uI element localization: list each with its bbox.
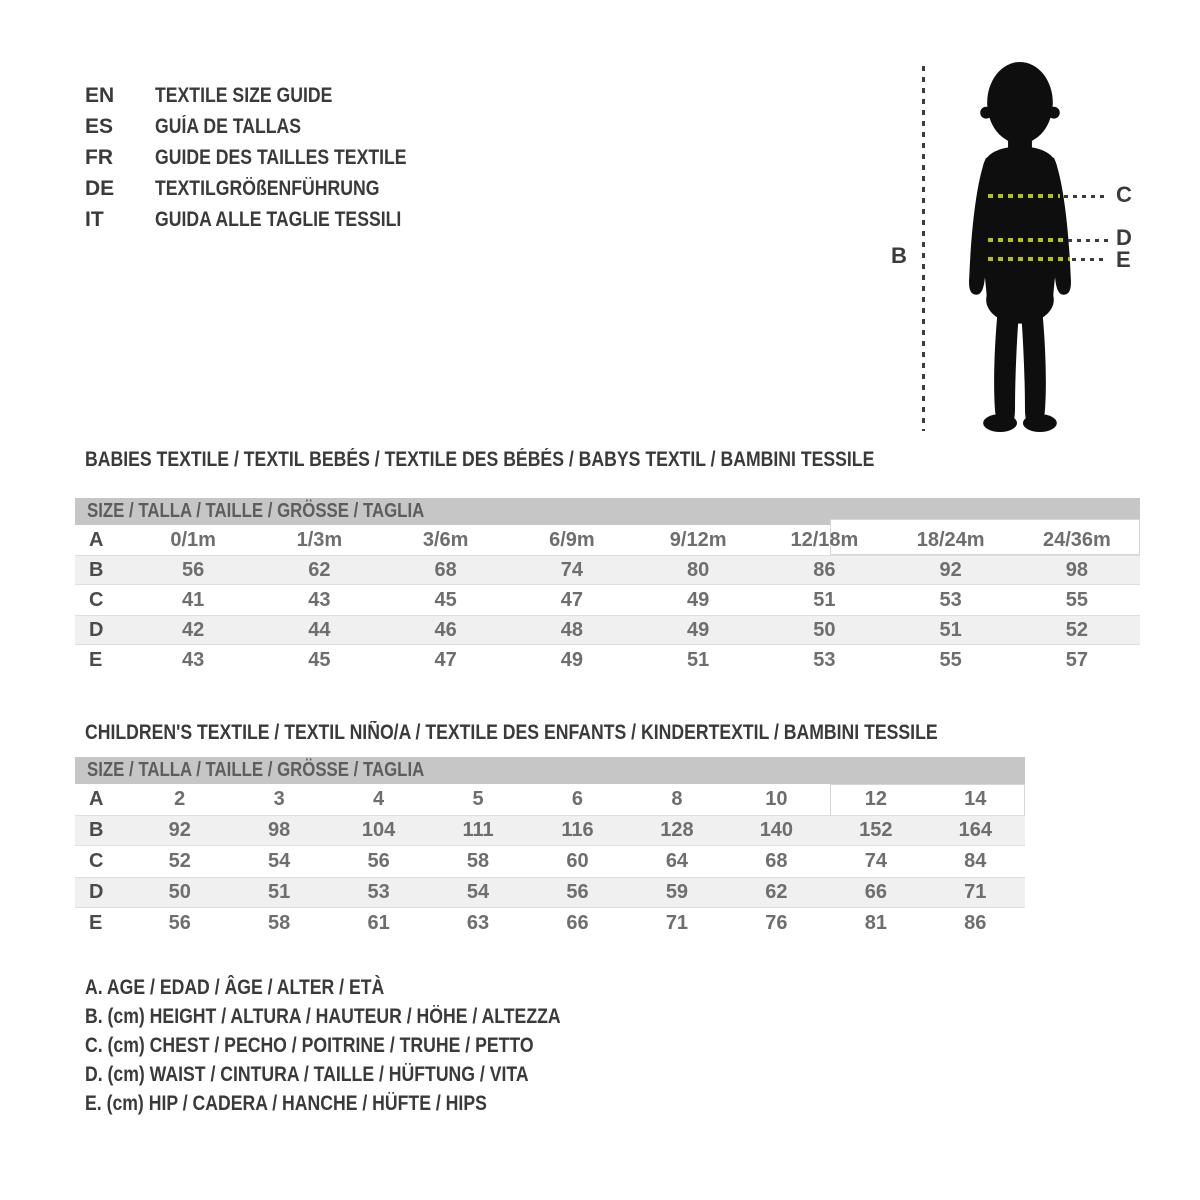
size-table-header-text: SIZE / TALLA / TAILLE / GRÖSSE / TAGLIA [87,759,425,781]
row-label: B [89,558,104,581]
table-cell: 8 [671,788,683,810]
table-cell: 51 [268,881,291,903]
lang-code: IT [85,207,104,231]
waist-measure-dashes [988,238,1064,242]
table-cell: 74 [560,558,583,581]
table-cell: 80 [687,558,710,581]
table-cell: 116 [561,819,594,841]
table-cell: 43 [182,648,205,671]
table-cell: 68 [434,558,457,581]
table-cell: 86 [813,558,836,581]
lang-title: TEXTILE SIZE GUIDE [155,83,333,107]
table-cell: 55 [1065,588,1088,611]
row-label: D [89,881,104,903]
table-cell: 49 [560,648,583,671]
table-cell: 92 [168,819,191,841]
height-measure-dashed-line [922,66,925,431]
table-cell: 51 [813,588,836,611]
table-row-E [75,908,1025,939]
table-cell: 48 [560,618,583,641]
table-cell: 50 [813,618,836,641]
table-cell: 64 [665,850,689,872]
waist-leader-dots [1068,239,1108,242]
lang-row-it [85,204,454,235]
table-row-C [75,585,1140,615]
table-cell: 1/3m [296,528,343,551]
table-cell: 42 [182,618,205,641]
legend-age: A. AGE / EDAD / ÂGE / ALTER / ETÀ [85,976,385,999]
table-cell: 44 [308,618,331,641]
table-cell: 128 [660,819,694,841]
row-label: C [89,850,104,872]
table-cell: 76 [765,912,788,934]
table-cell: 14 [964,788,987,810]
table-cell: 57 [1065,648,1088,671]
table-row-B [75,815,1025,846]
table-row-C [75,846,1025,877]
table-cell: 60 [566,850,589,872]
table-cell: 104 [361,819,396,841]
table-row-B [75,555,1140,585]
table-cell: 49 [687,588,710,611]
table-cell: 56 [182,558,205,581]
table-cell: 47 [434,648,457,671]
table-cell: 74 [864,850,887,872]
table-cell: 51 [687,648,710,671]
table-cell: 6/9m [549,528,595,551]
table-cell: 4 [373,788,385,810]
table-cell: 98 [1065,558,1088,581]
table-row-A [75,784,1025,815]
table-cell: 43 [308,588,331,611]
lang-title: GUIDE DES TAILLES TEXTILE [155,145,407,169]
table-cell: 45 [434,588,457,611]
lang-row-fr [85,142,454,173]
lang-row-en [85,80,454,111]
table-cell: 63 [466,912,490,934]
lang-code: ES [85,114,114,138]
children-section-title: CHILDREN'S TEXTILE / TEXTIL NIÑO/A / TEXTILE DES ENFANTS / KINDERTEXTIL / BAMBINI TESSILE [85,721,938,744]
language-title-list [85,80,454,235]
table-cell: 5 [472,788,484,810]
table-cell: 56 [168,912,191,934]
babies-section-title: BABIES TEXTILE / TEXTIL BEBÉS / TEXTILE DES BÉBÉS / BABYS TEXTIL / BAMBINI TESSILE [85,448,875,471]
table-cell: 58 [466,850,490,872]
lang-code: DE [85,176,115,200]
table-cell: 92 [939,558,962,581]
lang-title: TEXTILGRÖßENFÜHRUNG [155,176,380,200]
row-label: E [89,912,103,934]
table-cell: 152 [859,819,893,841]
legend-waist: D. (cm) WAIST / CINTURA / TAILLE / HÜFTUNG / VITA [85,1063,529,1086]
lang-code: FR [85,145,113,169]
row-label: A [89,788,104,810]
table-cell: 66 [566,912,589,934]
row-label: C [89,588,104,611]
chest-leader-dots [1064,195,1108,198]
table-row-A [75,525,1140,555]
table-cell: 56 [566,881,589,903]
measurement-legend [85,976,651,1121]
lang-row-es [85,111,454,142]
table-cell: 47 [560,588,583,611]
legend-hip: E. (cm) HIP / CADERA / HANCHE / HÜFTE / HIPS [85,1092,487,1115]
size-table-header-text: SIZE / TALLA / TAILLE / GRÖSSE / TAGLIA [87,500,425,522]
table-cell: 45 [308,648,331,671]
table-cell: 24/36m [1042,528,1111,551]
table-row-D [75,877,1025,908]
table-cell: 49 [687,618,710,641]
babies-size-table [75,498,1140,675]
table-cell: 41 [182,588,205,611]
lang-title: GUIDA ALLE TAGLIE TESSILI [155,207,402,231]
table-cell: 2 [174,788,186,810]
legend-height: B. (cm) HEIGHT / ALTURA / HAUTEUR / HÖHE / ALTEZZA [85,1005,561,1028]
table-cell: 9/12m [669,528,727,551]
table-cell: 140 [759,819,794,841]
row-label: B [89,819,104,841]
children-size-table [75,757,1025,939]
table-cell: 81 [864,912,887,934]
hip-measure-dashes [988,257,1070,261]
table-cell: 53 [939,588,962,611]
table-cell: 3 [273,788,285,810]
table-row-D [75,615,1140,645]
table-cell: 54 [466,881,490,903]
table-row-E [75,645,1140,675]
lang-title: GUÍA DE TALLAS [155,114,302,138]
table-cell: 56 [367,850,390,872]
table-cell: 18/24m [916,528,985,551]
table-cell: 68 [765,850,788,872]
table-cell: 46 [434,618,457,641]
table-cell: 54 [268,850,291,872]
table-cell: 98 [268,819,291,841]
chest-measure-label: C [1116,182,1132,207]
table-cell: 3/6m [422,528,469,551]
row-label: D [89,618,104,641]
table-cell: 66 [864,881,887,903]
legend-chest: C. (cm) CHEST / PECHO / POITRINE / TRUHE / PETTO [85,1034,534,1057]
table-cell: 12/18m [790,528,859,551]
table-cell: 53 [367,881,390,903]
table-cell: 0/1m [170,528,216,551]
table-cell: 52 [1065,618,1088,641]
table-cell: 164 [958,819,992,841]
table-cell: 59 [665,881,689,903]
table-cell: 84 [964,850,987,872]
table-cell: 52 [168,850,191,872]
table-cell: 62 [765,881,788,903]
table-cell: 10 [765,788,788,810]
table-cell: 61 [367,912,390,934]
hip-measure-label: E [1116,247,1131,272]
row-label: A [89,528,104,551]
table-cell: 55 [939,648,962,671]
table-cell: 12 [864,788,887,810]
table-cell: 6 [571,788,584,810]
table-cell: 111 [462,819,494,841]
row-label: E [89,648,103,671]
table-cell: 71 [665,912,689,934]
table-cell: 62 [308,558,331,581]
table-cell: 71 [964,881,987,903]
waist-measure-label: D [1116,225,1132,250]
table-cell: 51 [939,618,962,641]
child-silhouette [952,58,1084,436]
table-cell: 53 [813,648,836,671]
table-cell: 50 [168,881,191,903]
size-table-header-bar [75,757,1025,784]
table-cell: 58 [268,912,291,934]
lang-code: EN [85,83,115,107]
table-cell: 86 [964,912,987,934]
hip-leader-dots [1072,258,1108,261]
chest-measure-dashes [988,194,1060,198]
height-measure-label: B [891,243,907,268]
lang-row-de [85,173,454,204]
